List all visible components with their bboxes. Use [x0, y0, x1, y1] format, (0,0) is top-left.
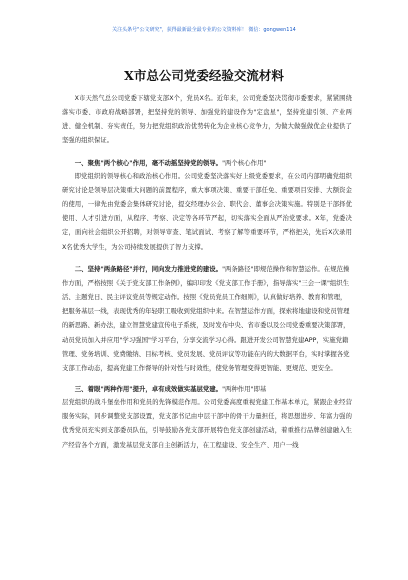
section-heading-1-title: 一、聚焦"两个核心"作用，毫不动摇坚持党的领导。 [74, 158, 223, 167]
section-heading-2-title: 二、坚持"两条路径"并行，同向发力推进党的建设。 [74, 264, 223, 273]
intro-paragraph: X市天然气总公司党委下辖党支部X个，党员X名。近年来，公司党委坚决贯彻市委要求，紧紧围绕落实市委、市政府战略部署，把坚持党的领导、加强党的建设作为"定盘星"，坚持党建引领、产业两进、健全机制、夯实责任，努力把党组织政治优势转化为企业核心竞争力，为做大做强做优企业提供了坚强的组织保证。 [62, 95, 352, 145]
section-3-paragraph: 层党组织的战斗堡垒作用和党员的先锋模范作用。公司党委高度重视党建工作基本单元，紧跟企业经营服务实际，同步调整党支部设置，党支部书记由中层干部中的骨干力量担任，将思想进步、年富力强的优秀党员充实到支部委员队伍，引导鼓励各党支部开展特色党支部创建活动，着重推行品牌创建融入生产经营各个方面，激发基层党支部自主创新活力，在工程建设、安全生产、用户一线 [62, 399, 352, 449]
section-1-paragraph: 即党组织的领导核心和政治核心作用。公司党委坚决落实好上级党委要求，在公司内部明确党组织研究讨论是领导层决策重大问题的前置程序，重大事项决策、重要干部任免、重要项目安排、大额资金的使用，一律先由党委会集体研究讨论，提交经理办公会、职代会、董事会决策实施。特别是干部择优使用、人才引进方面，从程序、考察、决定等各环节严起，切实落实全面从严治党要求。X年，党委决定，面向社会组织公开招聘，对领导审查、笔试面试、考察了解等重要环节，严格把关，先后X次录用X名优秀大学生，为公司持续发展提供了智力支撑。 [62, 172, 352, 251]
section-heading-3 [62, 382, 352, 396]
document-title: X市总公司党委经验交流材料 [124, 68, 284, 83]
section-heading-2-lead: "两条路径"即规范操作和智慧运作。在规范操作方面，严格按照《关于党支部工作条例》，编印印发《党支部工作手册》，指导落实"三会一课"组织生活、主题党日、民主评议党员等规定动作。按照《党员党员工作细则》，认真做好培养、教育和管理，把服务基层一线，表现优秀的年轻职工吸收到党组织中来。在智慧运作方面，探索将地建设和党员管理的新思路、新办法，建立智慧党建宣传电子系统，及时发布中央、省市委以及公司党委重要决策部署，动员党员加入并应用"学习强国"学习平台，分享交流学习心得。跟进开发公司智慧党建APP，实施党籍管理、党务培训、党费缴纳、目标考核、党员发展、党员评议等功能在内的大数据平台，实时掌握各党支部工作动态，提高党建工作督导的针对性与时效性，使党务管理变得更智能、更规范、更安全。 [62, 264, 350, 372]
document-body [62, 92, 352, 455]
section-heading-2 [62, 262, 352, 375]
section-heading-1-lead: "两个核心作用" [222, 158, 267, 167]
section-heading-3-title: 三、着眼"两种作用"提升，卓有成效做实基层党建。 [74, 384, 223, 393]
section-heading-1 [62, 156, 352, 170]
section-heading-3-lead: "两种作用"即基 [222, 384, 267, 393]
top-banner[interactable]: 关注头条号"公文研究"，获得最新最全最专业的公文资料库！ 微信：gongwen114 [112, 27, 296, 33]
